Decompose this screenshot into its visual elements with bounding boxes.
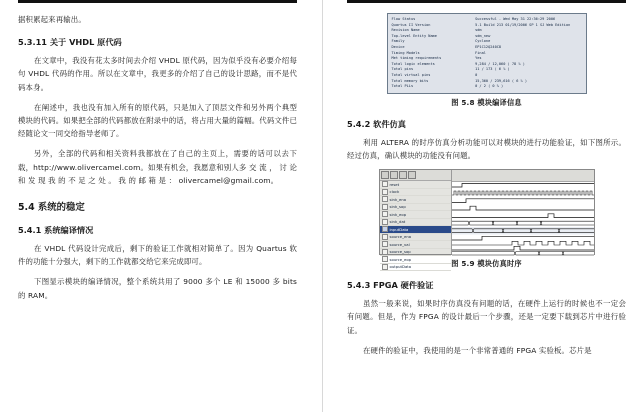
report-value: 15,360 / 239,616 ( 6 % ) [475, 78, 528, 83]
compilation-report-table [392, 17, 582, 90]
signal-swatch-icon [382, 181, 388, 187]
report-key: Total PLLs [391, 84, 414, 89]
zoom-in-icon[interactable] [381, 171, 389, 179]
grid-icon[interactable] [408, 171, 416, 179]
report-value: sdm [475, 28, 482, 33]
signal-label: clock [389, 189, 400, 195]
right-column [347, 0, 626, 412]
report-value: EP1C12Q240C8 [475, 44, 502, 49]
heading-5-4-3: 5.4.3 FPGA 硬件验证 [347, 280, 434, 291]
left-top-paragraph: 据积累起来再输出。 [18, 15, 86, 24]
signal-swatch-icon [382, 234, 388, 240]
report-value: Yes [475, 56, 482, 61]
paragraph-5-4-1-2: 下图显示模块的编译情况，整个系统共用了 9000 多个 LE 和 15000 多 bits 的 RAM。 [18, 277, 297, 300]
report-key: Total virtual pins [391, 72, 431, 77]
signal-label: source_eop [389, 256, 412, 262]
zoom-out-icon[interactable] [390, 171, 398, 179]
report-key: Total memory bits [391, 78, 429, 83]
signal-label: sink_ena [389, 196, 407, 202]
paragraph-5-3-11-3: 另外，全部的代码和相关资料我都放在了自己的主页上，需要的话可以去下载，http://www.olivercamel.com。如果有机会，我愿意和别人多 交 流 ， 讨 论 和 发 现 我 的 不 足 之 处 。 我 的 邮 箱 是 ： olivercamel@gmail.com。 [18, 149, 297, 185]
top-rule-left [18, 0, 297, 3]
paragraph-5-3-11-2: 在阐述中，我也没有加入所有的原代码，只是加入了顶层文件和另外两个典型模块的代码。如果把全部的代码都放在附录中的话，将占用大量的篇幅。代码文件已经随论文一同交给指导老师了。 [18, 102, 298, 139]
report-value: 0 / 2 ( 0 % ) [475, 84, 504, 89]
paragraph-5-4-3-2: 在硬件的验证中，我使用的是一个非常普通的 FPGA 实验板。芯片是 [363, 345, 592, 355]
signal-label: source_ena [389, 234, 412, 240]
signal-swatch-icon [382, 189, 388, 195]
figure-caption-5-9: 图 5.9 模块仿真时序 [451, 259, 522, 269]
report-key: Family [391, 39, 405, 44]
waveform-signal-list [380, 181, 451, 271]
heading-5-4-2: 5.4.2 软件仿真 [347, 118, 406, 129]
table-row [392, 84, 582, 90]
waveform-time-ruler [452, 170, 594, 182]
signal-swatch-icon [382, 219, 388, 225]
report-key: Device [391, 44, 405, 49]
report-value: Successful - Wed May 31 22:36:29 2006 [475, 17, 556, 21]
report-value: 11 / 173 ( 6 % ) [475, 67, 510, 72]
signal-swatch-icon [382, 196, 388, 202]
report-value: 9,284 / 12,060 ( 78 % ) [475, 61, 525, 66]
column-divider [322, 0, 323, 412]
paragraph-5-4-1-1: 在 VHDL 代码设计完成后，剩下的验证工作就相对简单了。因为 Quartus 软件的功能十分强大，剩下的工作就都交给它来完成即可。 [18, 244, 297, 267]
paragraph-5-4-2-1: 利用 ALTERA 的时序仿真分析功能可以对模块的进行功能验证，如下图所示。经过仿真，确认模块的功能没有问题。 [347, 137, 626, 160]
signal-label: inputData [389, 226, 409, 232]
signal-label: outputData [389, 264, 412, 270]
report-value: Cyclone [475, 39, 491, 44]
report-key: Flow Status [391, 17, 416, 21]
signal-swatch-icon [382, 256, 388, 262]
list-item[interactable] [380, 264, 451, 272]
list-item-selected[interactable] [380, 226, 451, 234]
list-item[interactable] [380, 219, 451, 227]
signal-swatch-icon [382, 264, 388, 270]
list-item[interactable] [380, 204, 451, 212]
list-item[interactable] [380, 189, 451, 197]
report-key: Top-level Entity Name [391, 33, 437, 38]
paragraph-5-4-3-1: 虽然一般来说，如果时序仿真没有问题的话，在硬件上运行的时候也不一定会有问题。但是，作为 FPGA 的设计最后一个步骤，还是一定要下载到芯片中进行验证。 [347, 299, 626, 335]
compilation-report-body [392, 17, 582, 90]
report-value: 5.1 Build 213 01/19/2006 SP 1 SJ Web Edition [475, 22, 571, 27]
signal-label: sink_dat [389, 219, 406, 225]
report-key: Revision Name [391, 28, 420, 33]
waveform-traces [452, 182, 594, 256]
signal-label: source_val [389, 241, 410, 247]
paragraph-5-3-11-1: 在文章中，我没有花太多时间去介绍 VHDL 原代码，因为似乎没有必要介绍每句 VHDL 代码的作用。所以在文章中，我更多的介绍了自己的设计思路，而不是代码本身。 [18, 56, 297, 92]
signal-swatch-icon [382, 204, 388, 210]
list-item[interactable] [380, 181, 451, 189]
heading-5-3-11: 5.3.11 关于 VHDL 原代码 [18, 37, 122, 48]
signal-label: reset [389, 181, 400, 187]
waveform-plot-panel[interactable] [452, 170, 594, 254]
heading-5-4: 5.4 系统的稳定 [18, 202, 85, 214]
list-item[interactable] [380, 256, 451, 264]
signal-label: source_sop [389, 249, 411, 255]
waveform-signal-panel [380, 170, 452, 270]
waveform-toolbar[interactable] [380, 170, 451, 181]
list-item[interactable] [380, 196, 451, 204]
report-key: Quartus II Version [391, 22, 431, 27]
right-bottom-text [347, 279, 626, 357]
report-key: Timing Models [391, 50, 420, 55]
waveform-svg [452, 182, 594, 256]
list-item[interactable] [380, 241, 451, 249]
report-key: Total logic elements [391, 61, 435, 66]
report-value: 0 [475, 72, 478, 77]
top-rule-right [347, 0, 626, 3]
report-key: Met timing requirements [391, 56, 442, 61]
report-value: Final [475, 50, 486, 55]
signal-label: sink_eop [389, 211, 407, 217]
cursor-icon[interactable] [399, 171, 407, 179]
signal-swatch-icon [382, 249, 388, 255]
signal-swatch-icon [382, 241, 388, 247]
report-value: sdm_new [475, 33, 491, 38]
signal-label: sink_sop [389, 204, 406, 210]
figure-compilation-report [387, 13, 587, 94]
list-item[interactable] [380, 234, 451, 242]
list-item[interactable] [380, 211, 451, 219]
report-key: Total pins [391, 67, 414, 72]
heading-5-4-1: 5.4.1 系统编译情况 [18, 225, 94, 236]
figure-caption-5-8: 图 5.8 模块编译信息 [451, 97, 522, 107]
left-column [18, 0, 297, 412]
signal-swatch-icon [382, 226, 388, 232]
table-row [392, 23, 582, 29]
signal-swatch-icon [382, 211, 388, 217]
list-item[interactable] [380, 249, 451, 257]
